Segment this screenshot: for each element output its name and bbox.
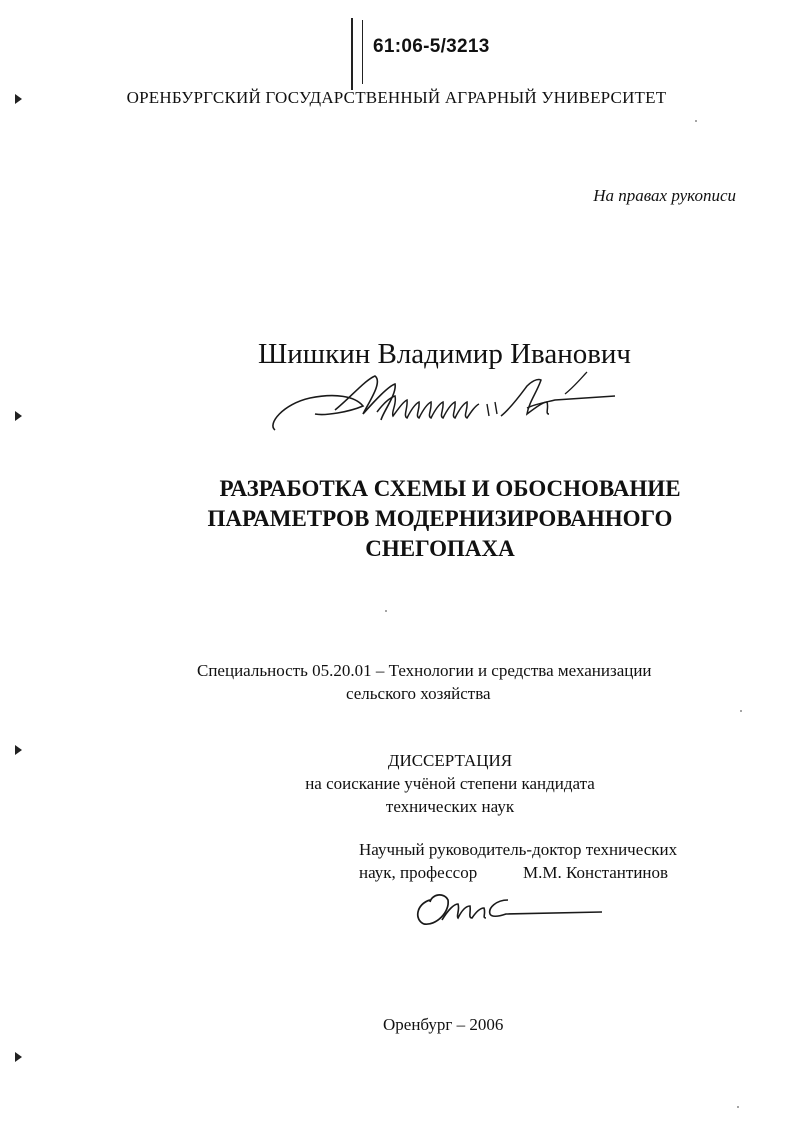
degree-line-2: технических наук (385, 797, 515, 816)
document-type: ДИССЕРТАЦИЯ (387, 751, 513, 770)
author-name: Шишкин Владимир Иванович (258, 338, 632, 370)
title-line-2: ПАРАМЕТРОВ МОДЕРНИЗИРОВАННОГО (207, 506, 673, 531)
supervisor-title: наук, профессор (359, 863, 478, 882)
dissertation-title (0, 474, 793, 564)
scan-speck (737, 1106, 739, 1108)
title-line-3: СНЕГОПАХА (365, 536, 515, 561)
degree-line-1: на соискание учёной степени кандидата (305, 774, 595, 793)
scan-speck (385, 610, 387, 612)
city-and-year: Оренбург – 2006 (383, 1015, 504, 1034)
supervisor-line-1: Научный руководитель-доктор технических (359, 840, 678, 859)
margin-mark-4 (15, 1052, 22, 1062)
margin-mark-2 (15, 411, 22, 421)
specialty-line-1: Специальность 05.20.01 – Технологии и средства механизации (197, 661, 652, 680)
manuscript-rights-note: На правах рукописи (593, 186, 736, 205)
university-name: ОРЕНБУРГСКИЙ ГОСУДАРСТВЕННЫЙ АГРАРНЫЙ УНИВЕРСИТЕТ (126, 88, 667, 107)
stamp-divider-left (351, 18, 353, 90)
author-signature (265, 368, 625, 440)
scan-speck (695, 120, 697, 122)
title-line-1: РАЗРАБОТКА СХЕМЫ И ОБОСНОВАНИЕ (219, 476, 681, 501)
archive-stamp-number: 61:06-5/3213 (373, 36, 490, 57)
supervisor-name: М.М. Константинов (523, 863, 669, 882)
stamp-divider-right (362, 20, 363, 84)
specialty-line-2: сельского хозяйства (346, 684, 491, 703)
supervisor-signature (408, 886, 608, 930)
scan-speck (740, 710, 742, 712)
